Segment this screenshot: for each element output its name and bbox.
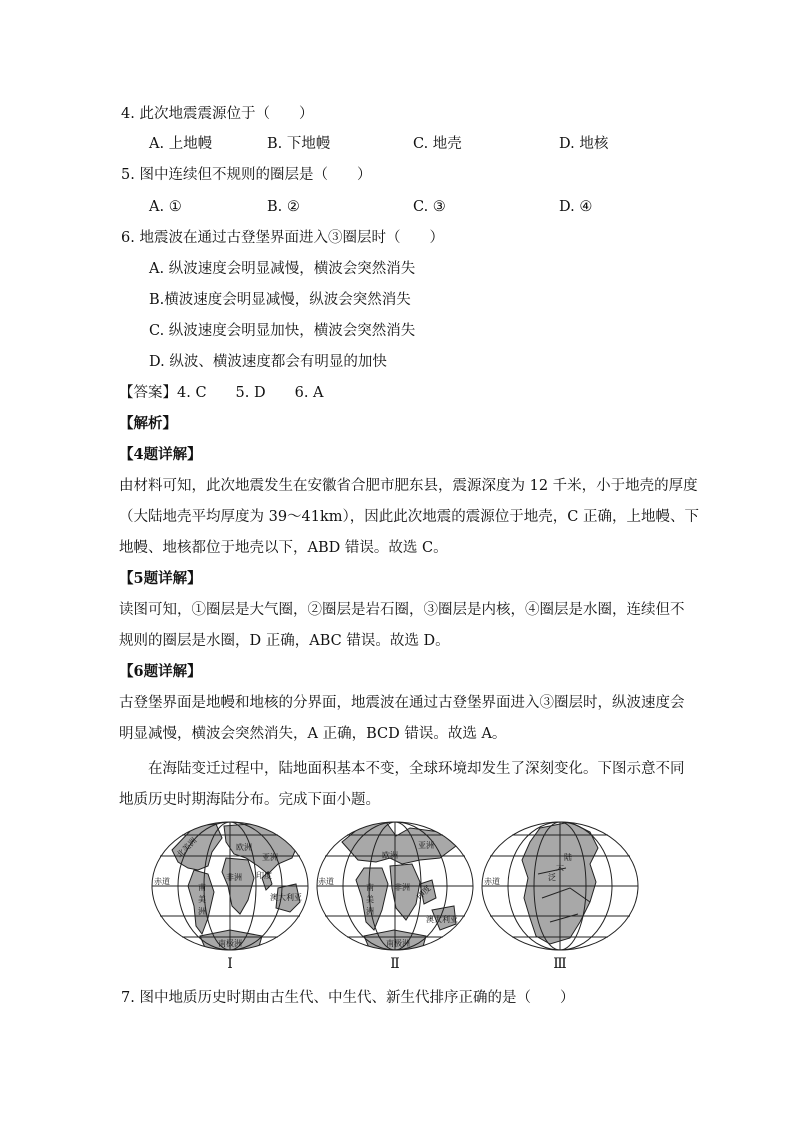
map1-label-equator: 赤道 <box>154 877 170 886</box>
intro-line-2: 地质历史时期海陆分布。完成下面小题。 <box>119 792 380 808</box>
detail-5-line-2: 规则的圈层是水圈，D 正确，ABC 错误。故选 D。 <box>119 633 450 649</box>
detail-6-heading: 【6题详解】 <box>119 663 202 680</box>
globe-2 <box>317 822 473 950</box>
map3-label-3: 陆 <box>564 853 572 862</box>
q5-option-b: B. ② <box>267 199 300 215</box>
map2-label-antarctica: 南极洲 <box>386 939 410 948</box>
maps-figure <box>150 818 640 978</box>
q7-stem: 7. 图中地质历史时期由古生代、中生代、新生代排序正确的是（ ） <box>121 990 575 1006</box>
map3-label-1: 泛 <box>548 873 556 882</box>
q6-stem: 6. 地震波在通过古登堡界面进入③圈层时（ ） <box>121 230 444 246</box>
q5-option-d: D. ④ <box>559 199 593 215</box>
globe-1 <box>152 822 308 950</box>
q4-option-a: A. 上地幔 <box>149 136 213 152</box>
map1-label-australia: 澳大利亚 <box>270 893 302 902</box>
detail-4-line-1: 由材料可知，此次地震发生在安徽省合肥市肥东县，震源深度为 12 千米，小于地壳的厚度 <box>119 478 698 494</box>
map1-label-sa-2: 美 <box>198 895 206 904</box>
map2-label-india: 印度 <box>415 883 433 902</box>
q6-option-d: D. 纵波、横波速度都会有明显的加快 <box>149 354 387 370</box>
map1-label-north-america: 北美洲 <box>175 836 199 860</box>
map-caption-1: Ⅰ <box>227 956 233 972</box>
map1-label-africa: 非洲 <box>226 873 242 882</box>
q6-option-b: B.横波速度会明显减慢，纵波会突然消失 <box>149 292 411 308</box>
detail-4-line-3: 地幔、地核都位于地壳以下，ABD 错误。故选 C。 <box>119 540 448 556</box>
q5-option-c: C. ③ <box>413 199 446 215</box>
q5-stem: 5. 图中连续但不规则的圈层是（ ） <box>121 167 372 183</box>
map3-label-equator: 赤道 <box>484 877 500 886</box>
q4-option-c: C. 地壳 <box>413 136 462 152</box>
map2-label-africa: 非洲 <box>394 883 410 892</box>
map1-label-india: 印度 <box>256 871 272 880</box>
map3-label-2: 大 <box>556 863 564 872</box>
map1-label-europe: 欧洲 <box>236 843 252 852</box>
detail-6-line-1: 古登堡界面是地幔和地核的分界面，地震波在通过古登堡界面进入③圈层时，纵波速度会 <box>119 695 685 711</box>
map2-label-australia: 澳大利亚 <box>426 915 458 924</box>
globe-3 <box>482 822 638 950</box>
map-caption-3: Ⅲ <box>553 956 567 972</box>
map1-label-sa-1: 南 <box>198 883 206 892</box>
detail-4-line-2: （大陆地壳平均厚度为 39～41km），因此此次地震的震源位于地壳，C 正确，上地幔、下 <box>119 509 699 525</box>
q4-option-d: D. 地核 <box>559 136 609 152</box>
map2-label-sa-3: 洲 <box>366 907 374 916</box>
map2-label-equator: 赤道 <box>318 877 334 886</box>
detail-5-heading: 【5题详解】 <box>119 570 202 587</box>
intro-line-1: 在海陆变迁过程中，陆地面积基本不变，全球环境却发生了深刻变化。下图示意不同 <box>119 761 685 777</box>
sea-land-maps <box>150 818 640 978</box>
q6-option-c: C. 纵波速度会明显加快，横波会突然消失 <box>149 323 416 339</box>
detail-4-heading: 【4题详解】 <box>119 446 202 463</box>
map1-label-sa-3: 洲 <box>198 907 206 916</box>
map2-label-asia: 亚洲 <box>418 841 434 850</box>
detail-6-line-2: 明显减慢，横波会突然消失，A 正确，BCD 错误。故选 A。 <box>119 726 507 742</box>
q5-option-a: A. ① <box>149 199 182 215</box>
answer-line: 【答案】4. C 5. D 6. A <box>119 385 324 401</box>
map1-label-antarctica: 南极洲 <box>218 939 242 948</box>
map2-label-sa-1: 南 <box>366 883 374 892</box>
map2-label-sa-2: 美 <box>366 895 374 904</box>
q6-option-a: A. 纵波速度会明显减慢，横波会突然消失 <box>149 261 416 277</box>
map1-label-asia: 亚洲 <box>262 853 278 862</box>
analysis-heading: 【解析】 <box>119 415 177 432</box>
q4-option-b: B. 下地幔 <box>267 136 331 152</box>
map-caption-2: Ⅱ <box>390 956 400 972</box>
q4-stem: 4. 此次地震震源位于（ ） <box>121 106 314 122</box>
detail-5-line-1: 读图可知，①圈层是大气圈，②圈层是岩石圈，③圈层是内核，④圈层是水圈，连续但不 <box>119 602 685 618</box>
map2-label-europe: 欧洲 <box>382 851 398 860</box>
